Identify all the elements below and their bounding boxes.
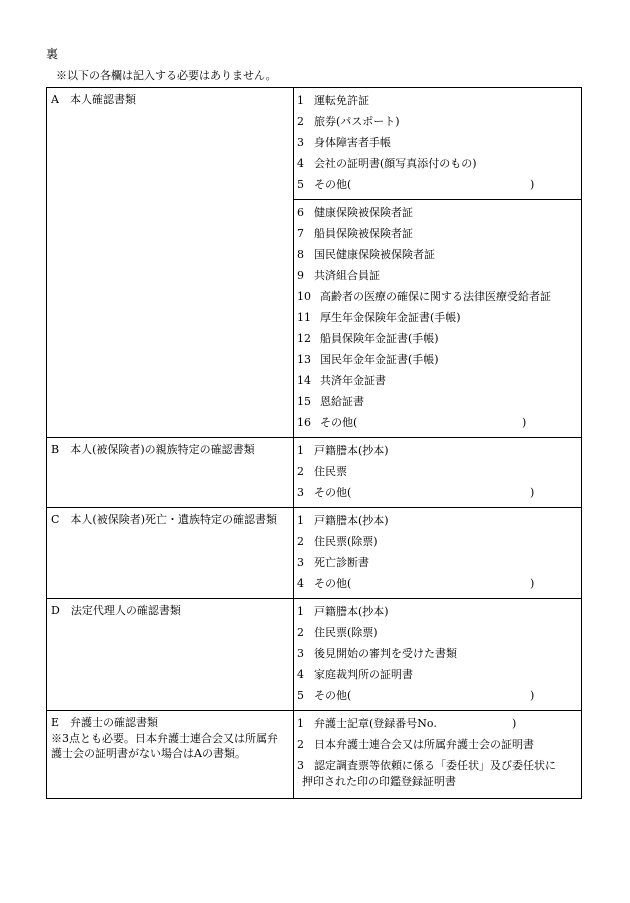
item-label: 死亡診断書	[314, 556, 369, 569]
section-b-items	[294, 438, 582, 508]
item-label: 弁護士記章(登録番号No.	[314, 717, 437, 730]
other-close-paren: )	[530, 577, 535, 590]
section-e-row	[47, 711, 582, 799]
list-item-other	[294, 685, 581, 706]
item-number: 2	[297, 465, 304, 478]
list-item	[294, 349, 581, 370]
item-number: 2	[297, 115, 304, 128]
section-a-group1	[294, 88, 582, 200]
list-item	[294, 153, 581, 174]
item-label: 船員保険被保険者証	[314, 227, 413, 240]
item-label: その他(	[314, 486, 352, 499]
item-label: 船員保険年金証書(手帳)	[320, 332, 439, 345]
item-number: 13	[297, 353, 311, 366]
list-item	[294, 202, 581, 223]
page-heading: 裏	[46, 47, 59, 61]
item-label: 認定調査票等依頼に係る「委任状」及び委任状に	[314, 759, 556, 772]
list-item	[294, 643, 581, 664]
item-number: 1	[297, 444, 304, 457]
item-label: 後見開始の審判を受けた書類	[314, 647, 457, 660]
item-number: 4	[297, 577, 304, 590]
list-item	[294, 461, 581, 482]
item-number: 16	[297, 416, 311, 429]
item-number: 10	[297, 290, 311, 303]
item-number: 1	[297, 605, 304, 618]
list-item-other	[294, 412, 581, 433]
section-a-category	[47, 88, 294, 438]
item-label: 共済年金証書	[320, 374, 386, 387]
item-number: 9	[297, 269, 304, 282]
item-label: 住民票(除票)	[314, 626, 378, 639]
section-e-note: ※3点とも必要。日本弁護士連合会又は所属弁護士会の証明書がない場合はAの書類。	[51, 732, 278, 760]
section-e-items	[294, 711, 582, 799]
list-item-other	[294, 573, 581, 594]
section-c-row	[47, 508, 582, 599]
section-c-items	[294, 508, 582, 599]
item-label: その他(	[314, 178, 352, 191]
list-item	[294, 734, 581, 755]
list-item	[294, 265, 581, 286]
section-e-title: E 弁護士の確認書類	[51, 716, 159, 729]
list-item	[294, 601, 581, 622]
section-b-title: B 本人(被保険者)の親族特定の確認書類	[51, 443, 255, 456]
item-number: 6	[297, 206, 304, 219]
item-number: 15	[297, 395, 311, 408]
list-item	[294, 552, 581, 573]
list-item	[294, 223, 581, 244]
section-c-title: C 本人(被保険者)死亡・遺族特定の確認書類	[51, 513, 277, 526]
item-label: 戸籍謄本(抄本)	[314, 605, 389, 618]
item-number: 3	[297, 136, 304, 149]
item-number: 4	[297, 157, 304, 170]
list-item	[294, 664, 581, 685]
section-b-category	[47, 438, 294, 508]
section-d-title: D 法定代理人の確認書類	[51, 604, 181, 617]
list-item	[294, 132, 581, 153]
item-number: 2	[297, 626, 304, 639]
other-close-paren: )	[522, 416, 527, 429]
section-e-category	[47, 711, 294, 799]
list-item	[294, 328, 581, 349]
item-label: 健康保険被保険者証	[314, 206, 413, 219]
item-number: 11	[297, 311, 311, 324]
section-b-row	[47, 438, 582, 508]
item-label: 身体障害者手帳	[314, 136, 391, 149]
list-item	[294, 370, 581, 391]
other-close-paren: )	[530, 486, 535, 499]
item-number: 5	[297, 689, 304, 702]
list-item	[294, 510, 581, 531]
section-a-group2	[294, 200, 582, 438]
item-number: 3	[297, 647, 304, 660]
other-close-paren: )	[530, 178, 535, 191]
item-number: 1	[297, 94, 304, 107]
item-label: 住民票(除票)	[314, 535, 378, 548]
item-number: 2	[297, 535, 304, 548]
list-item	[294, 307, 581, 328]
list-item	[294, 440, 581, 461]
item-label: 日本弁護士連合会又は所属弁護士会の証明書	[314, 738, 534, 751]
item-label: 押印された印の印鑑登録証明書	[302, 775, 456, 788]
registration-close-paren: )	[512, 717, 517, 730]
list-item	[294, 391, 581, 412]
other-close-paren: )	[530, 689, 535, 702]
item-label: 恩給証書	[320, 395, 364, 408]
item-label: 高齢者の医療の確保に関する法律医療受給者証	[320, 290, 551, 303]
item-number: 3	[297, 556, 304, 569]
item-label: 旅券(パスポート)	[314, 115, 400, 128]
item-number: 8	[297, 248, 304, 261]
list-item	[294, 90, 581, 111]
item-label: 戸籍謄本(抄本)	[314, 514, 389, 527]
item-number: 3	[297, 759, 304, 772]
item-label: 家庭裁判所の証明書	[314, 668, 413, 681]
item-label: 戸籍謄本(抄本)	[314, 444, 389, 457]
item-number: 7	[297, 227, 304, 240]
section-a-row	[47, 88, 582, 200]
item-label: 厚生年金保険年金証書(手帳)	[320, 311, 461, 324]
item-number: 14	[297, 374, 311, 387]
item-label: 国民年金年金証書(手帳)	[320, 353, 439, 366]
item-number: 2	[297, 738, 304, 751]
item-label: その他(	[320, 416, 358, 429]
section-a-title: A 本人確認書類	[51, 93, 136, 106]
list-item	[294, 622, 581, 643]
list-item	[294, 286, 581, 307]
item-label: その他(	[314, 577, 352, 590]
instruction-note: ※以下の各欄は記入する必要はありません。	[56, 69, 277, 82]
section-c-category	[47, 508, 294, 599]
item-number: 1	[297, 514, 304, 527]
list-item	[294, 111, 581, 132]
item-number: 3	[297, 486, 304, 499]
item-label: 住民票	[314, 465, 347, 478]
list-item	[294, 755, 581, 794]
list-item-other	[294, 482, 581, 503]
list-item-registration	[294, 713, 581, 734]
list-item	[294, 531, 581, 552]
item-label: 共済組合員証	[314, 269, 380, 282]
item-number: 4	[297, 668, 304, 681]
list-item-other	[294, 174, 581, 195]
item-number: 12	[297, 332, 311, 345]
confirmation-documents-table	[46, 87, 582, 799]
item-label: その他(	[314, 689, 352, 702]
item-label: 国民健康保険被保険者証	[314, 248, 435, 261]
item-number: 5	[297, 178, 304, 191]
section-d-row	[47, 599, 582, 711]
item-label: 会社の証明書(顔写真添付のもの)	[314, 157, 477, 170]
section-d-category	[47, 599, 294, 711]
section-d-items	[294, 599, 582, 711]
item-label: 運転免許証	[314, 94, 369, 107]
list-item	[294, 244, 581, 265]
item-number: 1	[297, 717, 304, 730]
